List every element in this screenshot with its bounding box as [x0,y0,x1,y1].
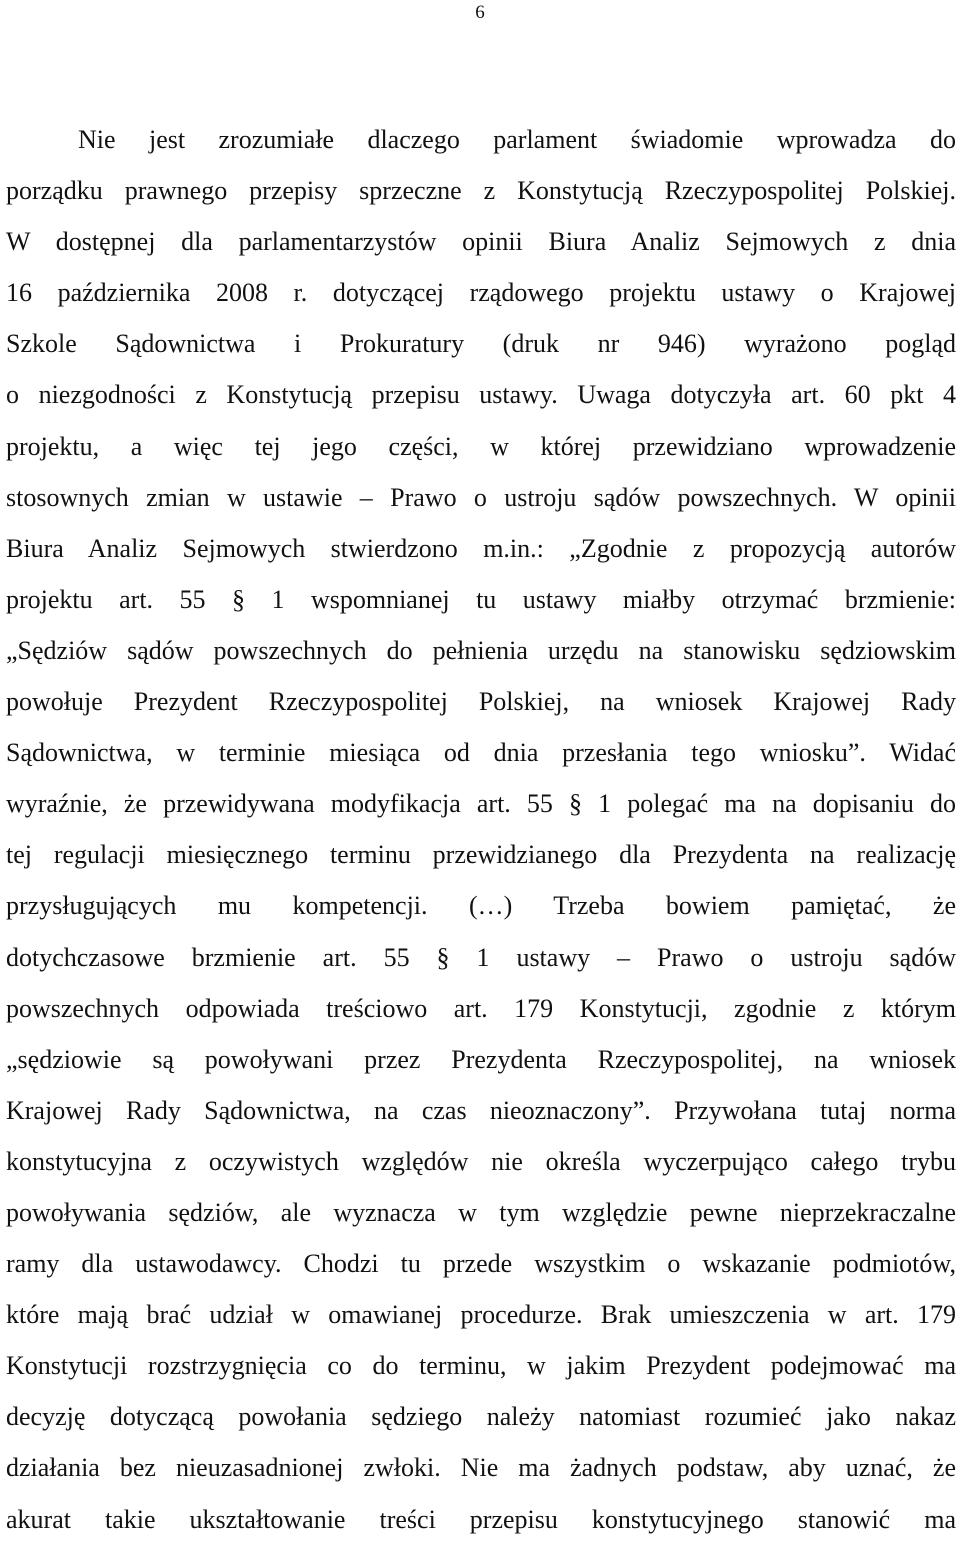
text-line: Biura Analiz Sejmowych stwierdzono m.in.: „Zgodnie z propozycją autorów [6,533,956,563]
text-line: Krajowej Rady Sądownictwa, na czas nieoznaczony”. Przywołana tutaj norma [6,1095,956,1125]
text-line: „sędziowie są powoływani przez Prezydenta Rzeczypospolitej, na wniosek [6,1044,956,1074]
text-line: powszechnych odpowiada treściowo art. 179 Konstytucji, zgodnie z którym [6,993,956,1023]
text-line: porządku prawnego przepisy sprzeczne z Konstytucją Rzeczypospolitej Polskiej. [6,176,956,206]
text-line: ramy dla ustawodawcy. Chodzi tu przede wszystkim o wskazanie podmiotów, [6,1249,956,1279]
text-line: tej regulacji miesięcznego terminu przewidzianego dla Prezydenta na realizację [6,840,956,870]
text-line: przysługujących mu kompetencji. (…) Trzeba bowiem pamiętać, że [6,891,956,921]
text-line: 16 października 2008 r. dotyczącej rządowego projektu ustawy o Krajowej [6,278,956,308]
text-line: akurat takie ukształtowanie treści przepisu konstytucyjnego stanowić ma [6,1504,956,1534]
text-line: Szkole Sądownictwa i Prokuratury (druk nr 946) wyrażono pogląd [6,329,956,359]
text-line: stosownych zmian w ustawie – Prawo o ustroju sądów powszechnych. W opinii [6,482,956,512]
text-line: „Sędziów sądów powszechnych do pełnienia urzędu na stanowisku sędziowskim [6,635,956,665]
text-line: dotychczasowe brzmienie art. 55 § 1 ustawy – Prawo o ustroju sądów [6,942,956,972]
text-line: Sądownictwa, w terminie miesiąca od dnia przesłania tego wniosku”. Widać [6,738,956,768]
text-line: Konstytucji rozstrzygnięcia co do terminu, w jakim Prezydent podejmować ma [6,1351,956,1381]
text-line: Nie jest zrozumiałe dlaczego parlament świadomie wprowadza do [78,125,956,154]
text-line: wyraźnie, że przewidywana modyfikacja art. 55 § 1 polegać ma na dopisaniu do [6,789,956,819]
text-line: decyzję dotyczącą powołania sędziego należy natomiast rozumieć jako nakaz [6,1402,956,1432]
text-line: projektu, a więc tej jego części, w której przewidziano wprowadzenie [6,431,956,461]
body-paragraph [6,114,956,1545]
text-line: projektu art. 55 § 1 wspomnianej tu ustawy miałby otrzymać brzmienie: [6,584,956,614]
text-line: powoływania sędziów, ale wyznacza w tym względzie pewne nieprzekraczalne [6,1197,956,1227]
page-number: 6 [475,2,485,23]
text-line: konstytucyjna z oczywistych względów nie określa wyczerpująco całego trybu [6,1146,956,1176]
text-line: o niezgodności z Konstytucją przepisu ustawy. Uwaga dotyczyła art. 60 pkt 4 [6,380,956,410]
text-line: W dostępnej dla parlamentarzystów opinii Biura Analiz Sejmowych z dnia [6,227,956,257]
text-line: działania bez nieuzasadnionej zwłoki. Nie ma żadnych podstaw, aby uznać, że [6,1453,956,1483]
text-line: powołuje Prezydent Rzeczypospolitej Polskiej, na wniosek Krajowej Rady [6,687,956,717]
text-line: które mają brać udział w omawianej procedurze. Brak umieszczenia w art. 179 [6,1300,956,1330]
